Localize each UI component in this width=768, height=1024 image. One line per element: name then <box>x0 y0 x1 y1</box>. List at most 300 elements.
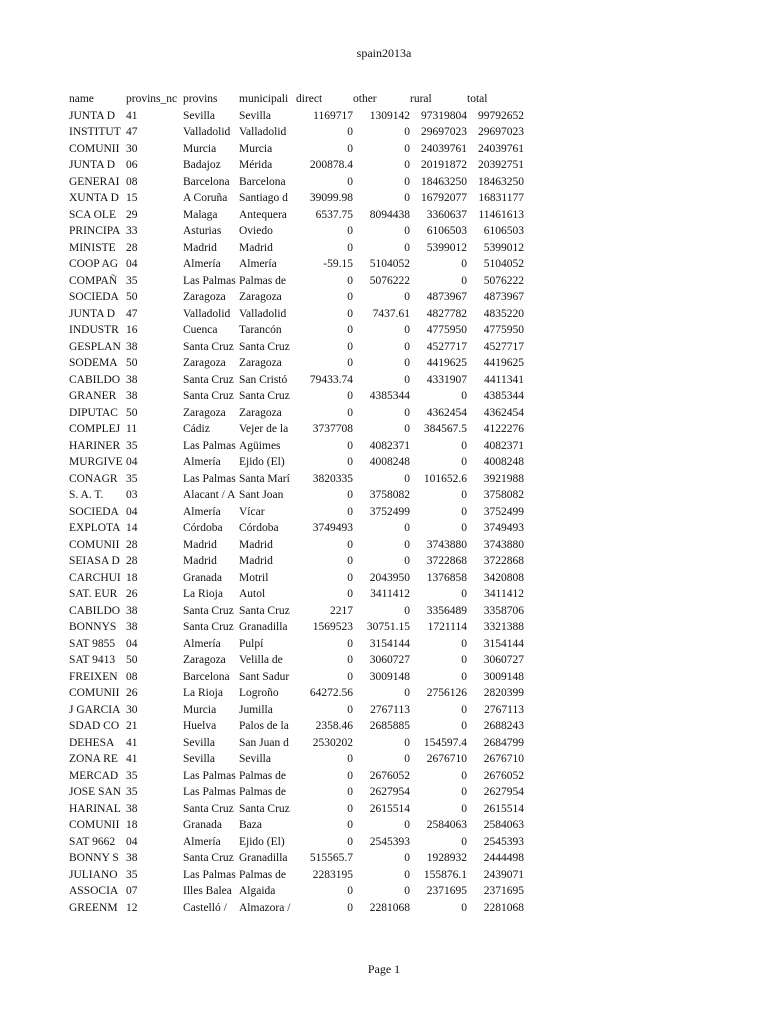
table-row <box>69 784 524 801</box>
cell-direct: 0 <box>347 126 353 138</box>
cell-direct: 0 <box>347 901 353 914</box>
cell-provins: A Coruña <box>183 192 228 204</box>
cell-rural: 0 <box>461 901 467 914</box>
cell-provins-nc: 38 <box>126 340 138 353</box>
cell-municipali: Sant Sadur <box>239 670 290 683</box>
cell-other: 1309142 <box>369 109 410 122</box>
cell-provins-nc: 21 <box>126 720 138 732</box>
cell-provins-nc: 38 <box>126 852 138 864</box>
cell-other: 2767113 <box>370 703 410 716</box>
cell-rural: 0 <box>461 670 467 683</box>
cell-total: 2444498 <box>483 852 524 864</box>
cell-rural: 0 <box>461 274 467 287</box>
cell-provins-nc: 35 <box>126 786 138 798</box>
cell-municipali: Almazora / <box>239 901 291 914</box>
cell-direct: 0 <box>347 406 353 419</box>
cell-other: 7437.61 <box>372 307 410 320</box>
cell-provins: Madrid <box>183 241 217 254</box>
cell-provins-nc: 50 <box>126 654 138 666</box>
cell-provins-nc: 18 <box>126 819 138 831</box>
cell-other: 0 <box>404 291 410 303</box>
cell-rural: 0 <box>461 720 467 732</box>
table-row <box>69 240 524 257</box>
cell-direct: 64272.56 <box>309 687 353 699</box>
cell-rural: 2371695 <box>426 885 467 897</box>
cell-municipali: Sevilla <box>239 109 271 122</box>
cell-total: 3758082 <box>483 489 524 501</box>
cell-direct: 0 <box>347 390 353 402</box>
table-row <box>69 306 524 323</box>
cell-total: 2545393 <box>483 835 524 848</box>
cell-rural: 5399012 <box>426 241 467 254</box>
cell-rural: 2676710 <box>426 753 467 765</box>
cell-name: GREENM <box>69 901 118 914</box>
cell-provins-nc: 04 <box>126 505 138 518</box>
cell-direct: -59.15 <box>323 258 353 270</box>
cell-other: 0 <box>404 357 410 369</box>
cell-name: COMUNII <box>69 142 120 155</box>
cell-rural: 0 <box>461 456 467 468</box>
cell-direct: 1169717 <box>313 109 353 122</box>
cell-municipali: Granadilla <box>239 852 288 864</box>
cell-provins: Barcelona <box>183 175 230 188</box>
cell-municipali: Vícar <box>239 505 265 518</box>
cell-municipali: Velilla de <box>239 654 283 666</box>
cell-direct: 2530202 <box>312 736 353 749</box>
cell-direct: 0 <box>347 769 353 782</box>
cell-direct: 3737708 <box>312 423 353 435</box>
cell-provins-nc: 41 <box>126 109 138 122</box>
cell-total: 2676052 <box>483 769 524 782</box>
cell-name: GENERAI <box>69 175 120 188</box>
cell-other: 0 <box>404 406 410 419</box>
cell-provins: Barcelona <box>183 670 230 683</box>
cell-name: EXPLOTA <box>69 522 121 534</box>
table-row <box>69 355 524 372</box>
cell-provins-nc: 35 <box>126 472 138 485</box>
cell-other: 3411412 <box>370 588 410 600</box>
table-row <box>69 768 524 785</box>
cell-municipali: Pulpí <box>239 637 264 650</box>
table-row <box>69 421 524 438</box>
table-row <box>69 801 524 818</box>
cell-other: 4385344 <box>369 390 410 402</box>
cell-total: 99792652 <box>478 109 524 122</box>
cell-direct: 2283195 <box>312 868 353 881</box>
cell-rural: 1376858 <box>426 571 467 584</box>
cell-provins-nc: 28 <box>126 555 138 567</box>
cell-rural: 3356489 <box>426 604 467 617</box>
cell-total: 4775950 <box>483 324 524 336</box>
cell-rural: 1721114 <box>427 621 467 633</box>
cell-other: 2043950 <box>369 571 410 584</box>
cell-name: JULIANO <box>69 868 118 881</box>
cell-provins: Las Palmas <box>183 274 236 287</box>
cell-rural: 2584063 <box>426 819 467 831</box>
cell-provins-nc: 08 <box>126 175 138 188</box>
cell-rural: 4527717 <box>426 340 467 353</box>
cell-other: 3060727 <box>369 654 410 666</box>
cell-rural: 24039761 <box>421 142 467 155</box>
cell-other: 2545393 <box>369 835 410 848</box>
cell-rural: 4362454 <box>426 406 467 419</box>
cell-total: 3009148 <box>483 670 524 683</box>
cell-provins: Alacant / A <box>183 489 236 501</box>
cell-municipali: Zaragoza <box>239 357 282 369</box>
cell-rural: 6106503 <box>426 225 467 237</box>
cell-provins: Zaragoza <box>183 406 226 419</box>
cell-provins: Las Palmas <box>183 868 236 881</box>
cell-municipali: Sant Joan <box>239 489 284 501</box>
cell-total: 4411341 <box>484 373 524 386</box>
cell-other: 0 <box>404 340 410 353</box>
cell-rural: 3743880 <box>426 538 467 551</box>
data-table <box>69 91 524 916</box>
cell-provins: Granada <box>183 571 222 584</box>
cell-provins: Murcia <box>183 703 217 716</box>
cell-rural: 384567.5 <box>423 423 467 435</box>
table-row <box>69 438 524 455</box>
cell-provins-nc: 38 <box>126 604 138 617</box>
table-row <box>69 108 524 125</box>
cell-direct: 0 <box>347 588 353 600</box>
cell-name: CABILDO <box>69 604 121 617</box>
cell-total: 18463250 <box>478 175 524 188</box>
cell-total: 3060727 <box>483 654 524 666</box>
cell-direct: 3820335 <box>312 472 353 485</box>
cell-provins-nc: 06 <box>126 159 138 171</box>
column-header-direct: direct <box>296 93 323 105</box>
cell-other: 0 <box>404 472 410 485</box>
cell-other: 0 <box>404 687 410 699</box>
cell-name: FREIXEN <box>69 670 118 683</box>
cell-other: 3758082 <box>369 489 410 501</box>
cell-provins: Sevilla <box>183 736 215 749</box>
cell-municipali: Oviedo <box>239 225 273 237</box>
cell-provins-nc: 41 <box>126 736 138 749</box>
cell-total: 16831177 <box>478 192 524 204</box>
cell-municipali: Vejer de la <box>239 423 289 435</box>
cell-provins-nc: 28 <box>126 241 138 254</box>
cell-direct: 0 <box>347 555 353 567</box>
cell-provins-nc: 47 <box>126 126 138 138</box>
cell-municipali: Valladolid <box>239 307 287 320</box>
cell-other: 0 <box>404 159 410 171</box>
cell-rural: 2756126 <box>426 687 467 699</box>
cell-name: MURGIVE <box>69 456 123 468</box>
column-header-municipali: municipali <box>239 93 289 105</box>
column-header-provins: provins <box>183 93 218 105</box>
cell-name: GESPLAN <box>69 340 121 353</box>
cell-name: INSTITUT <box>69 126 121 138</box>
cell-provins-nc: 35 <box>126 769 138 782</box>
cell-rural: 20191872 <box>421 159 467 171</box>
cell-total: 4419625 <box>483 357 524 369</box>
cell-direct: 0 <box>347 654 353 666</box>
cell-total: 4527717 <box>483 340 524 353</box>
cell-other: 0 <box>404 885 410 897</box>
cell-municipali: Santiago d <box>239 192 288 204</box>
cell-municipali: Valladolid <box>239 126 287 138</box>
cell-name: PRINCIPA <box>69 225 121 237</box>
cell-other: 2685885 <box>369 720 410 732</box>
cell-name: SAT 9413 <box>69 654 116 666</box>
table-row <box>69 207 524 224</box>
cell-total: 2281068 <box>483 901 524 914</box>
cell-provins-nc: 08 <box>126 670 138 683</box>
cell-provins: Valladolid <box>183 126 231 138</box>
cell-provins-nc: 35 <box>126 868 138 881</box>
cell-provins: Badajoz <box>183 159 221 171</box>
cell-provins: Huelva <box>183 720 217 732</box>
table-row <box>69 817 524 834</box>
cell-rural: 0 <box>461 258 467 270</box>
cell-provins-nc: 29 <box>126 208 138 221</box>
cell-municipali: Murcia <box>239 142 273 155</box>
cell-total: 2767113 <box>484 703 524 716</box>
cell-total: 3154144 <box>483 637 524 650</box>
cell-other: 0 <box>404 852 410 864</box>
cell-other: 0 <box>404 522 410 534</box>
cell-municipali: Logroño <box>239 687 279 699</box>
cell-other: 2676052 <box>369 769 410 782</box>
cell-direct: 2217 <box>330 604 353 617</box>
column-header-rural: rural <box>410 93 432 105</box>
cell-municipali: Palos de la <box>239 720 289 732</box>
cell-provins-nc: 38 <box>126 390 138 402</box>
cell-direct: 0 <box>347 439 353 452</box>
cell-provins-nc: 04 <box>126 258 138 270</box>
cell-name: S. A. T. <box>69 489 104 501</box>
cell-rural: 101652.6 <box>423 472 467 485</box>
table-row <box>69 322 524 339</box>
cell-provins: Sevilla <box>183 109 215 122</box>
cell-total: 5399012 <box>483 241 524 254</box>
cell-municipali: Santa Cruz <box>239 604 290 617</box>
cell-direct: 0 <box>347 802 353 815</box>
cell-total: 3321388 <box>483 621 524 633</box>
cell-direct: 0 <box>347 241 353 254</box>
cell-name: SEIASA D <box>69 555 120 567</box>
cell-other: 0 <box>404 604 410 617</box>
table-row <box>69 471 524 488</box>
cell-total: 5076222 <box>483 274 524 287</box>
cell-direct: 0 <box>347 819 353 831</box>
cell-total: 5104052 <box>483 258 524 270</box>
cell-provins: Las Palmas <box>183 769 236 782</box>
cell-provins-nc: 12 <box>126 901 138 914</box>
cell-rural: 3360637 <box>426 208 467 221</box>
cell-provins: Almería <box>183 258 221 270</box>
table-row <box>69 702 524 719</box>
cell-direct: 0 <box>347 291 353 303</box>
cell-provins-nc: 50 <box>126 291 138 303</box>
cell-municipali: Antequera <box>239 208 287 221</box>
cell-name: CARCHUI <box>69 571 121 584</box>
cell-municipali: Agüimes <box>239 439 281 452</box>
table-row <box>69 834 524 851</box>
table-row <box>69 603 524 620</box>
cell-provins: Zaragoza <box>183 357 226 369</box>
cell-other: 0 <box>404 142 410 155</box>
cell-other: 30751.15 <box>366 621 410 633</box>
cell-name: CABILDO <box>69 373 121 386</box>
cell-municipali: Baza <box>239 819 262 831</box>
cell-provins-nc: 18 <box>126 571 138 584</box>
cell-direct: 0 <box>347 456 353 468</box>
cell-provins: Madrid <box>183 555 217 567</box>
cell-rural: 0 <box>461 522 467 534</box>
cell-total: 3358706 <box>483 604 524 617</box>
cell-municipali: Santa Cruz <box>239 340 290 353</box>
cell-municipali: Palmas de <box>239 868 286 881</box>
table-row <box>69 487 524 504</box>
cell-other: 0 <box>404 126 410 138</box>
cell-direct: 0 <box>347 274 353 287</box>
cell-total: 3722868 <box>483 555 524 567</box>
cell-provins: Illes Balea <box>183 885 232 897</box>
cell-direct: 1569523 <box>312 621 353 633</box>
cell-provins: Santa Cruz <box>183 852 234 864</box>
column-header-total: total <box>467 93 488 105</box>
cell-rural: 4419625 <box>426 357 467 369</box>
cell-name: SOCIEDA <box>69 505 119 518</box>
column-header-provins-nc: provins_nc <box>126 93 178 105</box>
cell-provins: Sevilla <box>183 753 215 765</box>
table-row <box>69 256 524 273</box>
cell-other: 0 <box>404 241 410 254</box>
cell-provins: Santa Cruz <box>183 604 234 617</box>
cell-rural: 0 <box>461 390 467 402</box>
cell-total: 2371695 <box>483 885 524 897</box>
cell-total: 4385344 <box>483 390 524 402</box>
cell-municipali: Tarancón <box>239 324 282 336</box>
cell-municipali: Madrid <box>239 241 273 254</box>
cell-provins: Almería <box>183 456 221 468</box>
cell-municipali: Ejido (El) <box>239 456 285 468</box>
cell-direct: 200878.4 <box>309 159 353 171</box>
cell-rural: 3722868 <box>426 555 467 567</box>
cell-rural: 0 <box>461 786 467 798</box>
cell-total: 2584063 <box>483 819 524 831</box>
cell-name: COMPAÑ <box>69 274 118 287</box>
cell-direct: 0 <box>347 670 353 683</box>
cell-total: 6106503 <box>483 225 524 237</box>
cell-municipali: Madrid <box>239 555 273 567</box>
cell-total: 4362454 <box>483 406 524 419</box>
cell-provins-nc: 04 <box>126 637 138 650</box>
cell-other: 3009148 <box>369 670 410 683</box>
cell-total: 3749493 <box>483 522 524 534</box>
column-header-other: other <box>353 93 377 105</box>
table-row <box>69 372 524 389</box>
cell-name: INDUSTR <box>69 324 119 336</box>
table-header-row <box>69 91 524 108</box>
cell-provins-nc: 03 <box>126 489 138 501</box>
cell-direct: 79433.74 <box>309 373 353 386</box>
cell-provins-nc: 16 <box>126 324 138 336</box>
table-row <box>69 619 524 636</box>
cell-municipali: Palmas de <box>239 786 286 798</box>
cell-total: 3420808 <box>483 571 524 584</box>
cell-total: 2615514 <box>483 802 524 815</box>
cell-provins: Almería <box>183 637 221 650</box>
cell-direct: 0 <box>347 753 353 765</box>
cell-municipali: Jumilla <box>239 703 273 716</box>
cell-other: 3154144 <box>369 637 410 650</box>
table-row <box>69 537 524 554</box>
cell-rural: 0 <box>461 703 467 716</box>
table-row <box>69 289 524 306</box>
cell-name: MERCAD <box>69 769 119 782</box>
cell-provins-nc: 30 <box>126 703 138 716</box>
cell-name: JOSE SAN <box>69 786 122 798</box>
cell-other: 4082371 <box>369 439 410 452</box>
cell-provins-nc: 38 <box>126 802 138 815</box>
cell-provins: Santa Cruz <box>183 802 234 815</box>
cell-total: 2688243 <box>483 720 524 732</box>
cell-provins-nc: 33 <box>126 225 138 237</box>
table-row <box>69 735 524 752</box>
cell-municipali: Córdoba <box>239 522 279 534</box>
cell-name: SOCIEDA <box>69 291 119 303</box>
cell-other: 2615514 <box>369 802 410 815</box>
cell-other: 0 <box>404 423 410 435</box>
cell-name: JUNTA D <box>69 109 116 122</box>
cell-name: COMUNII <box>69 538 120 551</box>
cell-provins: La Rioja <box>183 687 223 699</box>
cell-name: SAT 9855 <box>69 637 116 650</box>
cell-name: SAT. EUR <box>69 588 118 600</box>
column-header-name: name <box>69 93 94 105</box>
table-row <box>69 669 524 686</box>
cell-direct: 0 <box>347 538 353 551</box>
cell-provins-nc: 41 <box>126 753 138 765</box>
cell-rural: 0 <box>461 769 467 782</box>
table-row <box>69 867 524 884</box>
cell-rural: 0 <box>461 835 467 848</box>
cell-name: GRANER <box>69 390 117 402</box>
cell-provins: Valladolid <box>183 307 231 320</box>
cell-name: MINISTE <box>69 241 116 254</box>
cell-municipali: Palmas de <box>239 769 286 782</box>
table-row <box>69 520 524 537</box>
cell-rural: 0 <box>461 588 467 600</box>
cell-other: 2627954 <box>369 786 410 798</box>
cell-total: 4082371 <box>483 439 524 452</box>
cell-direct: 0 <box>347 324 353 336</box>
cell-direct: 0 <box>347 786 353 798</box>
table-row <box>69 190 524 207</box>
cell-total: 4008248 <box>483 456 524 468</box>
table-row <box>69 273 524 290</box>
cell-other: 8094438 <box>369 208 410 221</box>
cell-name: JUNTA D <box>69 307 116 320</box>
cell-other: 3752499 <box>369 505 410 518</box>
cell-other: 0 <box>404 753 410 765</box>
cell-name: SAT 9662 <box>69 835 116 848</box>
cell-provins: Santa Cruz <box>183 340 234 353</box>
cell-provins-nc: 04 <box>126 456 138 468</box>
table-row <box>69 223 524 240</box>
table-row <box>69 652 524 669</box>
cell-rural: 0 <box>461 505 467 518</box>
cell-total: 2684799 <box>483 736 524 749</box>
cell-rural: 4331907 <box>426 373 467 386</box>
cell-direct: 39099.98 <box>309 192 353 204</box>
cell-provins-nc: 15 <box>126 192 138 204</box>
cell-total: 20392751 <box>478 159 524 171</box>
